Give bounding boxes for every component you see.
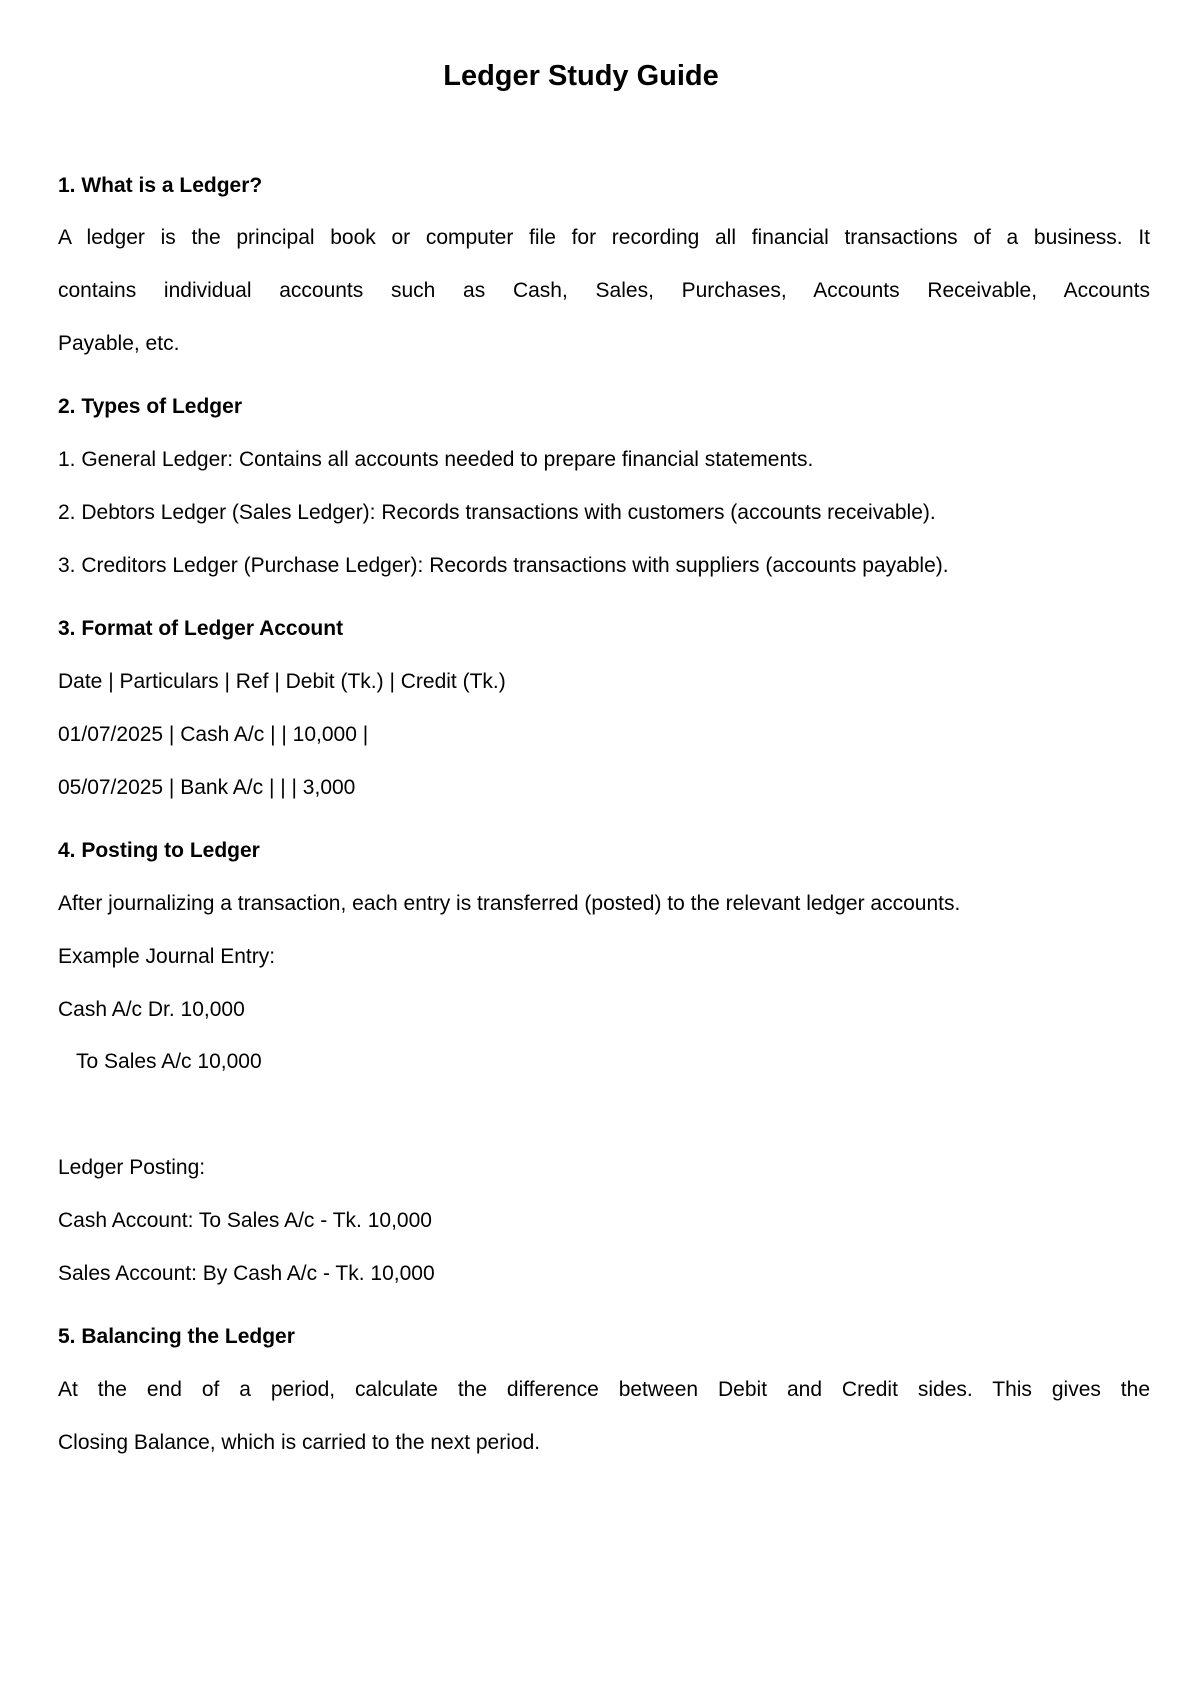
- paragraph-line: contains individual accounts such as Cash, Sales, Purchases, Accounts Receivable, Accounts: [58, 279, 1150, 302]
- document-title: Ledger Study Guide: [443, 60, 719, 92]
- paragraph-line: Closing Balance, which is carried to the next period.: [58, 1431, 541, 1454]
- section-heading-types-of-ledger: 2. Types of Ledger: [58, 395, 242, 418]
- section-heading-what-is-ledger: 1. What is a Ledger?: [58, 174, 263, 197]
- journal-entry-debit: Cash A/c Dr. 10,000: [58, 998, 245, 1021]
- ledger-posting-label: Ledger Posting:: [58, 1156, 206, 1179]
- list-item: 2. Debtors Ledger (Sales Ledger): Records transactions with customers (accounts receivable).: [58, 501, 936, 524]
- section-heading-format-of-ledger-account: 3. Format of Ledger Account: [58, 617, 344, 640]
- ledger-posting-sales: Sales Account: By Cash A/c - Tk. 10,000: [58, 1262, 435, 1285]
- paragraph-line: After journalizing a transaction, each entry is transferred (posted) to the relevant ledger accounts.: [58, 892, 961, 915]
- ledger-posting-cash: Cash Account: To Sales A/c - Tk. 10,000: [58, 1209, 432, 1232]
- paragraph-line: At the end of a period, calculate the difference between Debit and Credit sides. This gives the: [58, 1378, 1150, 1401]
- journal-entry-credit: To Sales A/c 10,000: [76, 1050, 262, 1073]
- paragraph-line: Payable, etc.: [58, 332, 180, 355]
- journal-entry-label: Example Journal Entry:: [58, 945, 276, 968]
- ledger-format-row: 01/07/2025 | Cash A/c | | 10,000 |: [58, 723, 369, 746]
- section-heading-posting-to-ledger: 4. Posting to Ledger: [58, 839, 260, 862]
- ledger-format-row: 05/07/2025 | Bank A/c | | | 3,000: [58, 776, 356, 799]
- list-item: 1. General Ledger: Contains all accounts needed to prepare financial statements.: [58, 448, 814, 471]
- ledger-format-header: Date | Particulars | Ref | Debit (Tk.) | Credit (Tk.): [58, 670, 506, 693]
- paragraph-line: A ledger is the principal book or computer file for recording all financial transactions of a business. It: [58, 226, 1150, 249]
- list-item: 3. Creditors Ledger (Purchase Ledger): Records transactions with suppliers (accounts payable).: [58, 554, 949, 577]
- section-heading-balancing-the-ledger: 5. Balancing the Ledger: [58, 1325, 295, 1348]
